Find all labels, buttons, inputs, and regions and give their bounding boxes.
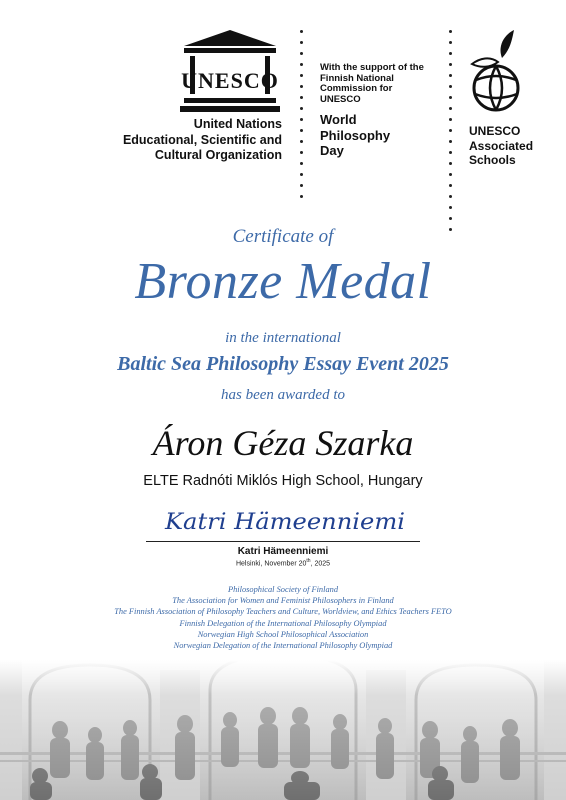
- unesco-name-line: Cultural Organization: [154, 148, 282, 162]
- support-line: Finnish National: [320, 72, 394, 84]
- dotted-divider-right: [449, 30, 453, 239]
- world-philosophy-day: [320, 112, 440, 159]
- event-line: Philosophy: [320, 127, 391, 143]
- asp-globe-logo: [468, 28, 526, 114]
- medal-title: Bronze Medal: [134, 253, 432, 310]
- awarded-label: has been awarded to: [220, 387, 345, 403]
- unesco-temple-logo: [180, 28, 280, 114]
- supporter-item: Finnish Delegation of the International Philosophy Olympiad: [179, 618, 387, 628]
- support-line: With the support of the: [320, 62, 424, 73]
- event-name: Baltic Sea Philosophy Essay Event 2025: [117, 353, 449, 375]
- supporter-item: Philosophical Society of Finland: [227, 585, 339, 594]
- signature-script: Katri Hämeenniemi: [163, 510, 405, 535]
- handwritten-signature: [150, 505, 420, 541]
- event-line: World: [320, 112, 357, 127]
- recipient-school: ELTE Radnóti Miklós High School, Hungary: [143, 473, 423, 489]
- date-suffix: th: [306, 558, 311, 564]
- supporter-item: Norwegian High School Philosophical Association: [197, 629, 369, 639]
- support-line: UNESCO: [320, 93, 361, 105]
- supporter-item: Norwegian Delegation of the International Philosophy Olympiad: [173, 641, 393, 651]
- event-line: Day: [320, 143, 344, 158]
- asp-line: Associated: [469, 138, 534, 153]
- asp-line: Schools: [469, 153, 516, 167]
- signer-name: Katri Hämeenniemi: [237, 546, 329, 557]
- supporter-list: [0, 584, 566, 651]
- dotted-divider-left: [300, 30, 304, 206]
- asp-line: UNESCO: [469, 124, 521, 138]
- supporter-item: The Association for Women and Feminist Philosophers in Finland: [172, 596, 394, 606]
- signature-date: [0, 558, 566, 567]
- certificate-of-label: Certificate of: [232, 226, 334, 247]
- supporter-item: The Finnish Association of Philosophy Teachers and Culture, Worldview, and Ethics Teachers FETO: [114, 607, 452, 617]
- support-note: [320, 63, 445, 105]
- asp-name: [469, 124, 549, 168]
- in-the-international-label: in the international: [225, 330, 341, 346]
- date-year: , 2025: [310, 560, 331, 568]
- unesco-logo-text: UNESCO: [181, 68, 279, 93]
- unesco-name-line: United Nations: [193, 117, 282, 131]
- unesco-name-line: Educational, Scientific and: [122, 132, 282, 147]
- school-of-athens-fresco: [0, 660, 566, 800]
- unesco-name: [96, 117, 282, 164]
- support-line: Commission for: [320, 83, 393, 94]
- recipient-name: Áron Géza Szarka: [152, 423, 414, 463]
- signature-line: [146, 541, 420, 542]
- date-prefix: Helsinki, November 20: [235, 560, 307, 568]
